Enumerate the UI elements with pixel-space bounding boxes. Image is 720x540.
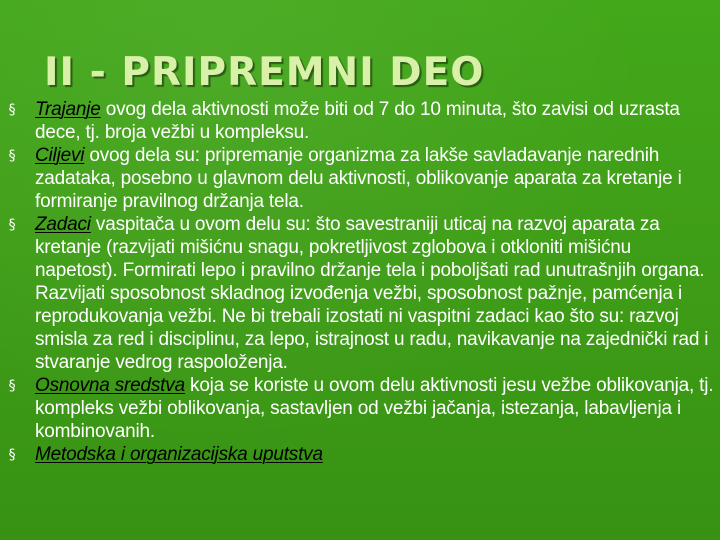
bullet-marker-icon: §: [8, 447, 16, 463]
bullet-term: Trajanje: [35, 99, 101, 120]
bullet-term: Osnovna sredstva: [35, 375, 185, 396]
bullet-marker-icon: §: [8, 102, 16, 118]
bullet-term: Metodska i organizacijska uputstva: [35, 444, 323, 465]
bullet-marker-icon: §: [8, 378, 16, 394]
bullet-term: Ciljevi: [35, 145, 85, 166]
bullet-item-trajanje: [0, 98, 716, 144]
bullet-list: [0, 98, 716, 466]
bullet-text: koja se koriste u ovom delu aktivnosti jesu vežbe oblikovanja, tj. kompleks vežbi oblikovanja, sastavljen od vežbi jačanja, istezanja, labavljenja i kombinovanih.: [35, 375, 714, 442]
bullet-text: vaspitača u ovom delu su: što savestraniji uticaj na razvoj aparata za kretanje (razvijati mišićnu snagu, pokretljivost zglobova i otkloniti mišićnu napetost). Formirati lepo i pravilno držanje tela i poboljšati rad unutrašnjih organa. Razvijati sposobnost skladnog izvođenja vežbi, sposobnost pažnje, pamćenja i reprodukovanja vežbi. Ne bi trebali izostati ni vaspitni zadaci kao što su: razvoj smisla za red i disciplinu, za lepo, istrajnost u radu, navikavanje na zajednički rad i stvaranje vedrog raspoloženja.: [35, 214, 709, 373]
bullet-text: ovog dela aktivnosti može biti od 7 do 10 minuta, što zavisi od uzrasta dece, tj. broja vežbi u kompleksu.: [35, 99, 680, 143]
bullet-item-ciljevi: [0, 144, 716, 213]
bullet-marker-icon: §: [8, 217, 16, 233]
bullet-term: Zadaci: [35, 214, 91, 235]
bullet-text: ovog dela su: pripremanje organizma za lakše savladavanje narednih zadataka, posebno u glavnom delu aktivnosti, oblikovanje aparata za kretanje i formiranje pravilnog držanja tela.: [35, 145, 682, 212]
bullet-item-osnovna-sredstva: [0, 374, 716, 443]
slide-title: II - PRIPREMNI DEO: [44, 50, 485, 95]
bullet-marker-icon: §: [8, 148, 16, 164]
bullet-item-zadaci: [0, 213, 716, 374]
bullet-item-metodska-uputstva: [0, 443, 716, 466]
